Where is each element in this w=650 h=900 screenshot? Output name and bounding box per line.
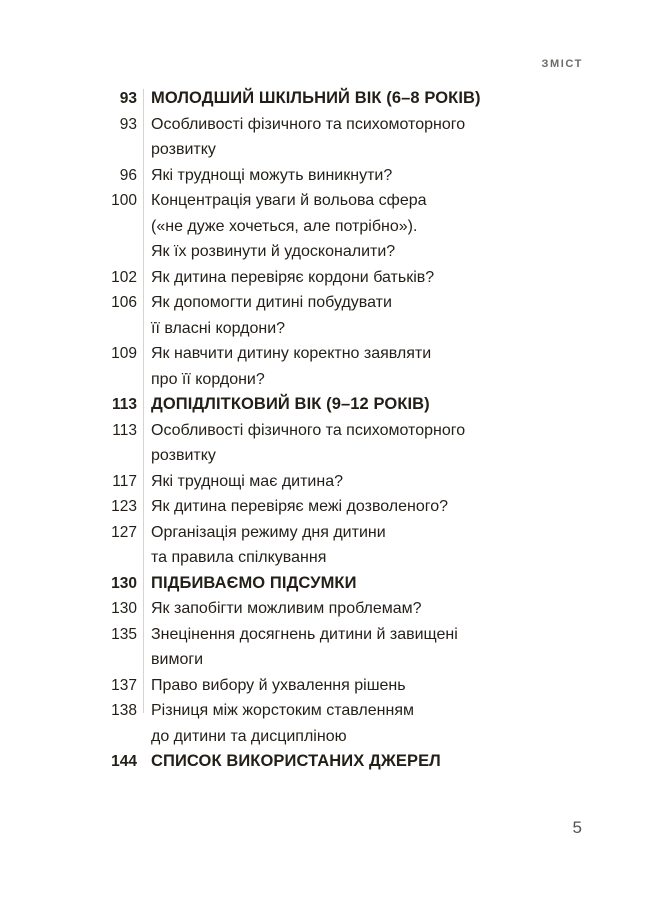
- toc-entry-title: [151, 341, 565, 392]
- toc-entry-page-number: 106: [111, 294, 137, 311]
- toc-entry-page-number: 117: [112, 472, 137, 490]
- toc-item-entry[interactable]: [95, 494, 565, 520]
- toc-entry-title: [151, 749, 565, 775]
- running-head: ЗМІСТ: [541, 58, 583, 70]
- toc-entry-title: [151, 86, 565, 112]
- toc-section-entry[interactable]: [95, 571, 565, 597]
- toc-entry-title: [151, 392, 565, 418]
- toc-entry-title-line: Як дитина перевіряє межі дозволеного?: [151, 498, 449, 515]
- toc-entry-title-continuation: Як їх розвинути й удосконалити?: [151, 243, 396, 260]
- toc-entry-title-line: Особливості фізичного та психомоторного: [151, 115, 466, 133]
- toc-entry-page-number: 96: [119, 166, 137, 184]
- toc-entry-title-line: МОЛОДШИЙ ШКІЛЬНИЙ ВІК (6–8 РОКІВ): [151, 89, 481, 107]
- toc-entry-page-number: 93: [119, 115, 137, 133]
- toc-entry-page-number: 123: [111, 498, 137, 515]
- toc-entry-title-line: Які труднощі має дитина?: [151, 472, 343, 490]
- toc-item-entry[interactable]: [95, 290, 565, 341]
- toc-entry-title-line: Які труднощі можуть виникнути?: [151, 166, 393, 184]
- toc-item-entry[interactable]: [95, 520, 565, 571]
- toc-entry-title: [151, 520, 565, 571]
- toc-entry-title: [151, 673, 565, 699]
- toc-entry-list: [95, 86, 565, 775]
- toc-item-entry[interactable]: [95, 341, 565, 392]
- toc-entry-title-continuation: та правила спілкування: [151, 549, 327, 566]
- toc-entry-title-continuation: розвитку: [151, 447, 216, 464]
- toc-section-entry[interactable]: [95, 749, 565, 775]
- toc-item-entry[interactable]: [95, 622, 565, 673]
- toc-item-entry[interactable]: [95, 418, 565, 469]
- toc-entry-title-line: Право вибору й ухвалення рішень: [151, 676, 406, 694]
- toc-entry-title: [151, 571, 565, 597]
- toc-section-entry[interactable]: [95, 392, 565, 418]
- toc-item-entry[interactable]: [95, 596, 565, 622]
- toc-entry-page-number: 93: [119, 90, 137, 107]
- toc-entry-page-number: 130: [111, 600, 137, 617]
- toc-entry-title: [151, 290, 565, 341]
- toc-entry-title: [151, 418, 565, 469]
- table-of-contents: [95, 86, 565, 775]
- toc-section-entry[interactable]: [95, 86, 565, 112]
- toc-entry-title: [151, 596, 565, 622]
- toc-entry-title: [151, 112, 565, 163]
- toc-entry-page-number: 137: [111, 676, 137, 694]
- toc-entry-title: [151, 469, 565, 495]
- toc-entry-title: [151, 188, 565, 265]
- toc-item-entry[interactable]: [95, 698, 565, 749]
- toc-entry-title-line: Організація режиму дня дитини: [151, 523, 386, 541]
- toc-entry-page-number: 100: [111, 192, 137, 209]
- toc-entry-page-number: 113: [111, 396, 137, 413]
- toc-entry-title: [151, 698, 565, 749]
- toc-entry-page-number: 102: [111, 268, 137, 286]
- toc-entry-page-number: 127: [111, 523, 137, 541]
- toc-entry-title-line: СПИСОК ВИКОРИСТАНИХ ДЖЕРЕЛ: [151, 752, 441, 770]
- toc-entry-title-line: Як допомогти дитині побудувати: [151, 294, 392, 311]
- toc-entry-title-line: Як запобігти можливим проблемам?: [151, 600, 422, 617]
- toc-item-entry[interactable]: [95, 265, 565, 291]
- toc-item-entry[interactable]: [95, 469, 565, 495]
- toc-entry-title: [151, 494, 565, 520]
- toc-entry-title: [151, 265, 565, 291]
- toc-item-entry[interactable]: [95, 163, 565, 189]
- toc-entry-title-line: Як навчити дитину коректно заявляти: [151, 345, 432, 362]
- toc-entry-title: [151, 163, 565, 189]
- toc-entry-title-continuation: розвитку: [151, 141, 216, 158]
- toc-entry-page-number: 130: [111, 574, 137, 592]
- toc-entry-title-line: ПІДБИВАЄМО ПІДСУМКИ: [151, 573, 357, 592]
- page-number-folio: 5: [572, 818, 582, 837]
- toc-entry-title-continuation: про її кордони?: [151, 370, 265, 388]
- toc-entry-title-line: Різниця між жорстоким ставленням: [151, 702, 414, 719]
- toc-item-entry[interactable]: [95, 673, 565, 699]
- toc-entry-title: [151, 622, 565, 673]
- toc-entry-title-line: Знецінення досягнень дитини й завищені: [151, 625, 458, 643]
- toc-entry-page-number: 135: [111, 625, 137, 643]
- toc-entry-title-line: ДОПІДЛІТКОВИЙ ВІК (9–12 РОКІВ): [151, 395, 430, 413]
- toc-entry-title-line: Концентрація уваги й вольова сфера: [151, 192, 427, 209]
- toc-entry-page-number: 109: [111, 345, 137, 362]
- toc-entry-page-number: 113: [112, 421, 137, 439]
- toc-item-entry[interactable]: [95, 112, 565, 163]
- toc-entry-title-line: Особливості фізичного та психомоторного: [151, 421, 466, 439]
- toc-item-entry[interactable]: [95, 188, 565, 265]
- toc-entry-title-line: Як дитина перевіряє кордони батьків?: [151, 268, 435, 286]
- toc-entry-title-continuation: її власні кордони?: [151, 319, 286, 337]
- toc-entry-title-continuation: вимоги: [151, 651, 204, 668]
- toc-entry-page-number: 138: [111, 702, 137, 719]
- toc-entry-page-number: 144: [111, 753, 137, 770]
- toc-entry-title-continuation: до дитини та дисципліною: [151, 727, 347, 745]
- toc-entry-title-continuation: («не дуже хочеться, але потрібно»).: [151, 217, 418, 235]
